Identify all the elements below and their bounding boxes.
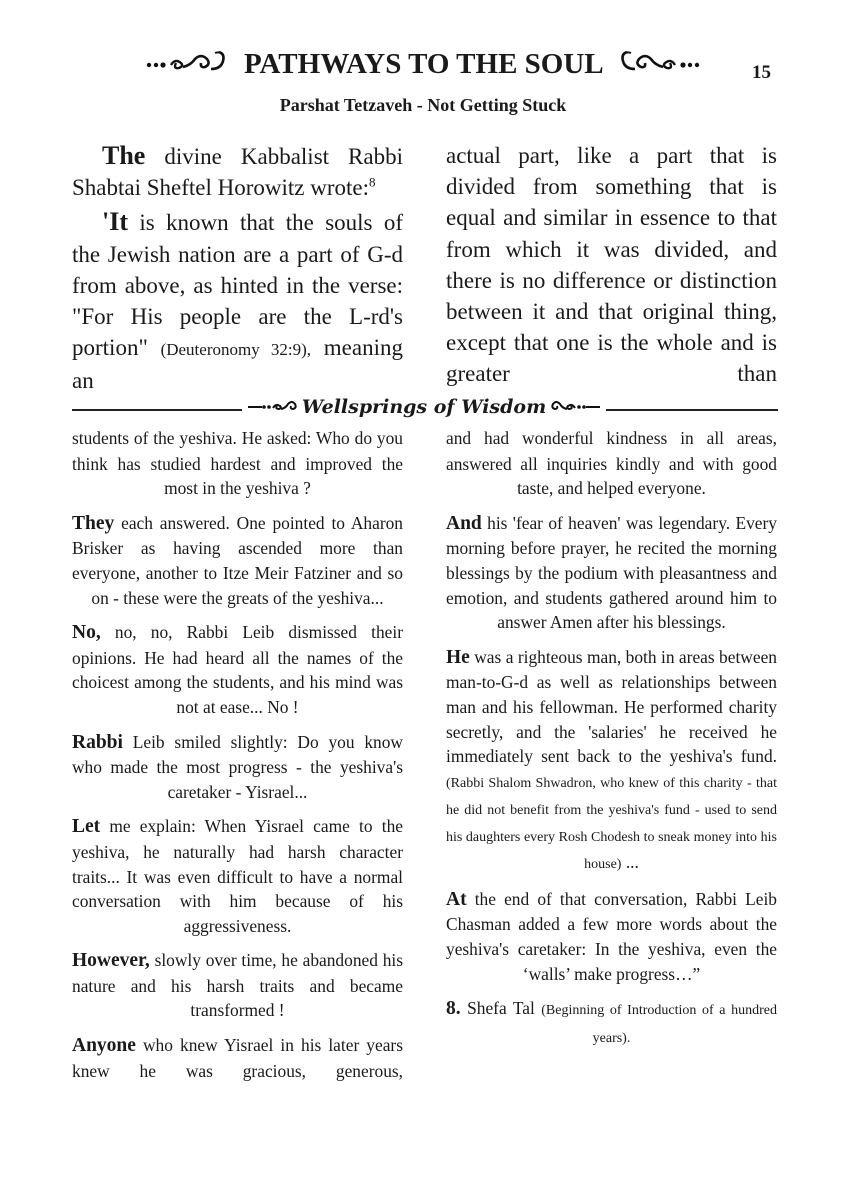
paragraph-text: his 'fear of heaven' was legendary. Every morning before prayer, he recited the morning blessings by the podium with pleasantness and emotion, and students gathered around him to answer Amen after his blessings. (446, 512, 777, 633)
paragraph-text: was a righteous man, both in areas between man-to-G-d as well as relationships between man and his fellowman. He performed charity secretly, and the 'salaries' he received he immediately sent back to the yeshiva's fund. (446, 646, 777, 767)
divider-line (72, 409, 242, 411)
divider-line (606, 409, 778, 411)
lead-word: Anyone (72, 1035, 136, 1057)
paragraph-text: the end of that conversation, Rabbi Leib Chasman added a few more words about the yeshiva's caretaker: In the yeshiva, even the ‘walls’ make progress…” (446, 888, 777, 984)
paragraph-text: me explain: When Yisrael came to the yeshiva, he naturally had harsh character traits... It was even difficult to have a normal conversation with him because of his aggressiveness. (72, 816, 403, 936)
lead-word: However, (72, 950, 150, 972)
story-paragraph (72, 511, 403, 610)
footnote-number: 8. (446, 998, 461, 1020)
aside-note: (Rabbi Shalom Shwadron, who knew of this charity - that he did not benefit from the yeshiva's fund - used to send his daughters every Rosh Chodesh to sneak money into his house) (446, 775, 777, 872)
story-paragraph (446, 887, 777, 986)
footnote-detail: (Beginning of Introduction of a hundred years). (541, 1003, 777, 1046)
lead-word: He (446, 646, 470, 668)
lead-word: Let (72, 816, 101, 838)
lead-word: 'It (102, 207, 128, 237)
paragraph (72, 206, 403, 396)
paragraph: actual part, like a part that is divided from something that is equal and similar in essence to that from which it was divided, and there is no difference or distinction between it and that original thing, except that one is the whole and is greater than (446, 143, 777, 387)
paragraph-text: each answered. One pointed to Aharon Brisker as having ascended more than everyone, another to Itze Meir Fatziner and so on - these were the greats of the yeshiva... (72, 512, 403, 608)
footnote-ref: 8 (369, 174, 376, 190)
story-paragraph (72, 814, 403, 938)
story-paragraph (446, 426, 777, 501)
main-text (72, 140, 778, 394)
footnote-source: Shefa Tal (460, 998, 542, 1019)
paragraph-text: and had wonderful kindness in all areas, answered all inquiries kindly and with good taste, and helped everyone. (446, 428, 777, 499)
footnote (446, 996, 777, 1051)
flourish-left-icon (145, 49, 237, 83)
paragraph-text: slowly over time, he abandoned his nature and his harsh traits and became transformed ! (72, 950, 403, 1021)
book-title (128, 48, 718, 83)
running-header (0, 48, 846, 88)
section-divider (72, 396, 778, 422)
paragraph-text: ... (621, 851, 639, 872)
paragraph-text: Leib smiled slightly: Do you know who made the most progress - the yeshiva's caretaker - Yisrael... (72, 731, 403, 802)
paragraph-text: meaning an (72, 335, 403, 394)
story-paragraph (72, 1033, 403, 1083)
story-paragraph (446, 511, 777, 635)
citation: (Deuteronomy 32:9), (160, 340, 312, 360)
story-paragraph (72, 948, 403, 1023)
flourish-right-icon (550, 398, 600, 415)
paragraph-text: who knew Yisrael in his later years knew he was gracious, generous, (72, 1035, 403, 1081)
lead-word: The (102, 141, 146, 170)
main-text-left-column (72, 140, 403, 397)
section-heading (242, 396, 606, 418)
page-number: 15 (752, 62, 771, 83)
lead-word: Rabbi (72, 731, 123, 753)
book-title-text: PATHWAYS TO THE SOUL (243, 48, 603, 80)
lead-word: They (72, 512, 115, 534)
section-heading-text: Wellsprings of Wisdom (301, 396, 547, 418)
story-paragraph (446, 645, 777, 877)
paragraph-text: no, no, Rabbi Leib dismissed their opinions. He had heard all the names of the choicest among the students, and his mind was not at ease... No ! (72, 622, 403, 717)
story-paragraph (72, 426, 403, 501)
paragraph (72, 140, 403, 203)
paragraph-text: is known that the souls of the Jewish nation are a part of G-d from above, as hinted in the verse: "For His people are the L-rd's portion" (72, 210, 403, 361)
paragraph-text: divine Kabbalist Rabbi Shabtai Sheftel Horowitz wrote: (72, 144, 403, 201)
lead-word: No, (72, 622, 101, 644)
flourish-left-icon (248, 398, 302, 415)
paragraph-text: students of the yeshiva. He asked: Who do you think has studied hardest and improved the most in the yeshiva ? (72, 428, 403, 499)
story-right-column (446, 426, 777, 1061)
story-left-column (72, 426, 403, 1093)
flourish-right-icon (609, 49, 701, 83)
story-paragraph (72, 730, 403, 805)
story-paragraph (72, 620, 403, 719)
main-text-right-column (446, 140, 777, 390)
chapter-subtitle: Parshat Tetzaveh - Not Getting Stuck (279, 95, 567, 115)
lead-word: And (446, 512, 482, 534)
lead-word: At (446, 888, 467, 910)
